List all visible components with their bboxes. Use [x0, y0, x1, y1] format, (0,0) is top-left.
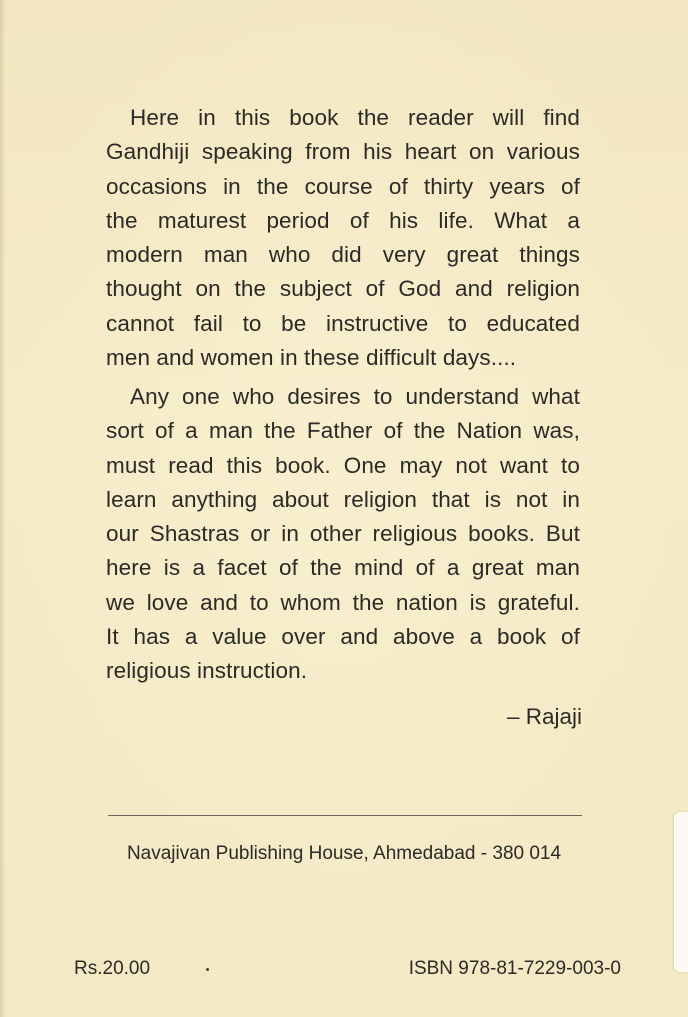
blurb-paragraph-1 [106, 101, 580, 375]
blurb-line: here is a facet of the mind of a great man [106, 555, 580, 581]
horizontal-rule [108, 815, 582, 816]
blurb-paragraph-2 [106, 380, 580, 689]
blurb-line: modern man who did very great things [106, 242, 580, 268]
blurb-line: our Shastras or in other religious books. But [106, 521, 580, 547]
page-edge-shadow [0, 0, 6, 1017]
blurb-line: thought on the subject of God and religion [106, 276, 580, 302]
blurb-line: the maturest period of his life. What a [106, 207, 580, 233]
blurb-line: must read this book. One may not want to [106, 452, 580, 478]
blurb-line: occasions in the course of thirty years of [106, 173, 580, 199]
quote-attribution: – Rajaji [506, 704, 582, 729]
print-speck [206, 968, 209, 971]
sticker-tab [674, 812, 688, 972]
blurb-line: learn anything about religion that is not in [106, 486, 580, 512]
blurb-line: sort of a man the Father of the Nation was, [106, 418, 580, 444]
blurb-line: men and women in these difficult days.... [106, 345, 517, 371]
blurb-line: Any one who desires to understand what [130, 384, 580, 409]
blurb-line: religious instruction. [106, 658, 308, 684]
blurb-line: we love and to whom the nation is grateful. [106, 589, 580, 615]
price-label: Rs.20.00 [74, 958, 151, 979]
blurb-line: It has a value over and above a book of [106, 624, 580, 650]
blurb-line: cannot fail to be instructive to educated [106, 310, 580, 336]
blurb-line: Here in this book the reader will find [130, 105, 580, 130]
blurb-line: Gandhiji speaking from his heart on various [106, 139, 580, 165]
publisher-line: Navajivan Publishing House, Ahmedabad - 380 014 [126, 843, 562, 864]
isbn-label: ISBN 978-81-7229-003-0 [408, 958, 621, 979]
